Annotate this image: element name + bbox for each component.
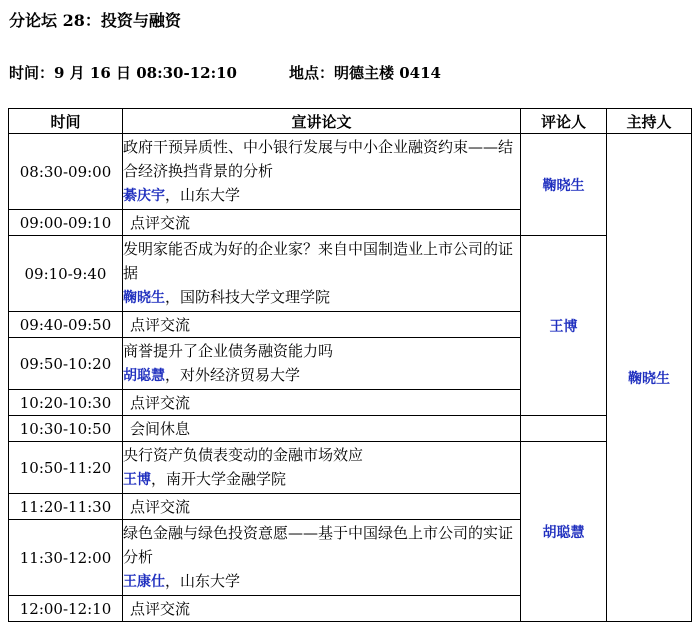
time-cell: 09:00-09:10 bbox=[9, 210, 123, 236]
time-cell: 10:50-11:20 bbox=[9, 442, 123, 494]
paper-cell bbox=[123, 338, 521, 390]
header-paper: 宣讲论文 bbox=[123, 109, 521, 134]
paper-title: 发明家能否成为好的企业家？来自中国制造业上市公司的证据 bbox=[123, 240, 514, 282]
paper-cell bbox=[123, 134, 521, 210]
time-cell: 10:20-10:30 bbox=[9, 390, 123, 416]
paper-author: 王博 bbox=[123, 472, 151, 488]
paper-cell bbox=[123, 442, 521, 494]
author-affiliation: ，山东大学 bbox=[165, 572, 241, 590]
paper-cell: 点评交流 bbox=[123, 312, 521, 338]
paper-cell: 点评交流 bbox=[123, 390, 521, 416]
paper-cell: 点评交流 bbox=[123, 210, 521, 236]
host-cell: 鞠晓生 bbox=[607, 134, 692, 622]
session-location: 地点：明德主楼 0414 bbox=[289, 64, 441, 82]
time-cell: 11:20-11:30 bbox=[9, 494, 123, 520]
commentator-cell: 王博 bbox=[521, 236, 607, 416]
time-cell: 12:00-12:10 bbox=[9, 596, 123, 622]
time-cell: 09:50-10:20 bbox=[9, 338, 123, 390]
author-affiliation: ，国防科技大学文理学院 bbox=[165, 288, 331, 306]
header-host: 主持人 bbox=[607, 109, 692, 134]
header-commentator: 评论人 bbox=[521, 109, 607, 134]
header-row bbox=[9, 109, 692, 134]
table-row bbox=[9, 442, 692, 494]
page-title: 分论坛 28：投资与融资 bbox=[9, 11, 181, 30]
commentator-cell: 胡聪慧 bbox=[521, 442, 607, 622]
time-cell: 09:10-9:40 bbox=[9, 236, 123, 312]
schedule-table bbox=[8, 108, 692, 622]
time-cell: 11:30-12:00 bbox=[9, 520, 123, 596]
paper-author: 綦庆宇 bbox=[123, 188, 165, 204]
paper-title: 商誉提升了企业债务融资能力吗 bbox=[123, 342, 334, 360]
time-cell: 10:30-10:50 bbox=[9, 416, 123, 442]
paper-cell bbox=[123, 520, 521, 596]
paper-cell: 点评交流 bbox=[123, 596, 521, 622]
header-time: 时间 bbox=[9, 109, 123, 134]
author-affiliation: ，南开大学金融学院 bbox=[151, 470, 287, 488]
paper-title: 央行资产负债表变动的金融市场效应 bbox=[123, 446, 364, 464]
time-cell: 09:40-09:50 bbox=[9, 312, 123, 338]
time-cell: 08:30-09:00 bbox=[9, 134, 123, 210]
session-time: 时间：9 月 16 日 08:30-12:10 bbox=[9, 64, 237, 82]
commentator-cell-empty bbox=[521, 416, 607, 442]
paper-cell: 会间休息 bbox=[123, 416, 521, 442]
table-row bbox=[9, 416, 692, 442]
paper-title: 政府干预异质性、中小银行发展与中小企业融资约束——结合经济换挡背景的分析 bbox=[123, 138, 514, 180]
paper-cell: 点评交流 bbox=[123, 494, 521, 520]
session-info bbox=[9, 62, 441, 83]
commentator-cell: 鞠晓生 bbox=[521, 134, 607, 236]
paper-title: 绿色金融与绿色投资意愿——基于中国绿色上市公司的实证分析 bbox=[123, 524, 514, 566]
author-affiliation: ，对外经济贸易大学 bbox=[165, 366, 301, 384]
paper-author: 胡聪慧 bbox=[123, 368, 165, 384]
paper-cell bbox=[123, 236, 521, 312]
paper-author: 王康仕 bbox=[123, 574, 165, 590]
table-row bbox=[9, 236, 692, 312]
paper-author: 鞠晓生 bbox=[123, 290, 165, 306]
author-affiliation: ，山东大学 bbox=[165, 186, 241, 204]
table-row bbox=[9, 134, 692, 210]
